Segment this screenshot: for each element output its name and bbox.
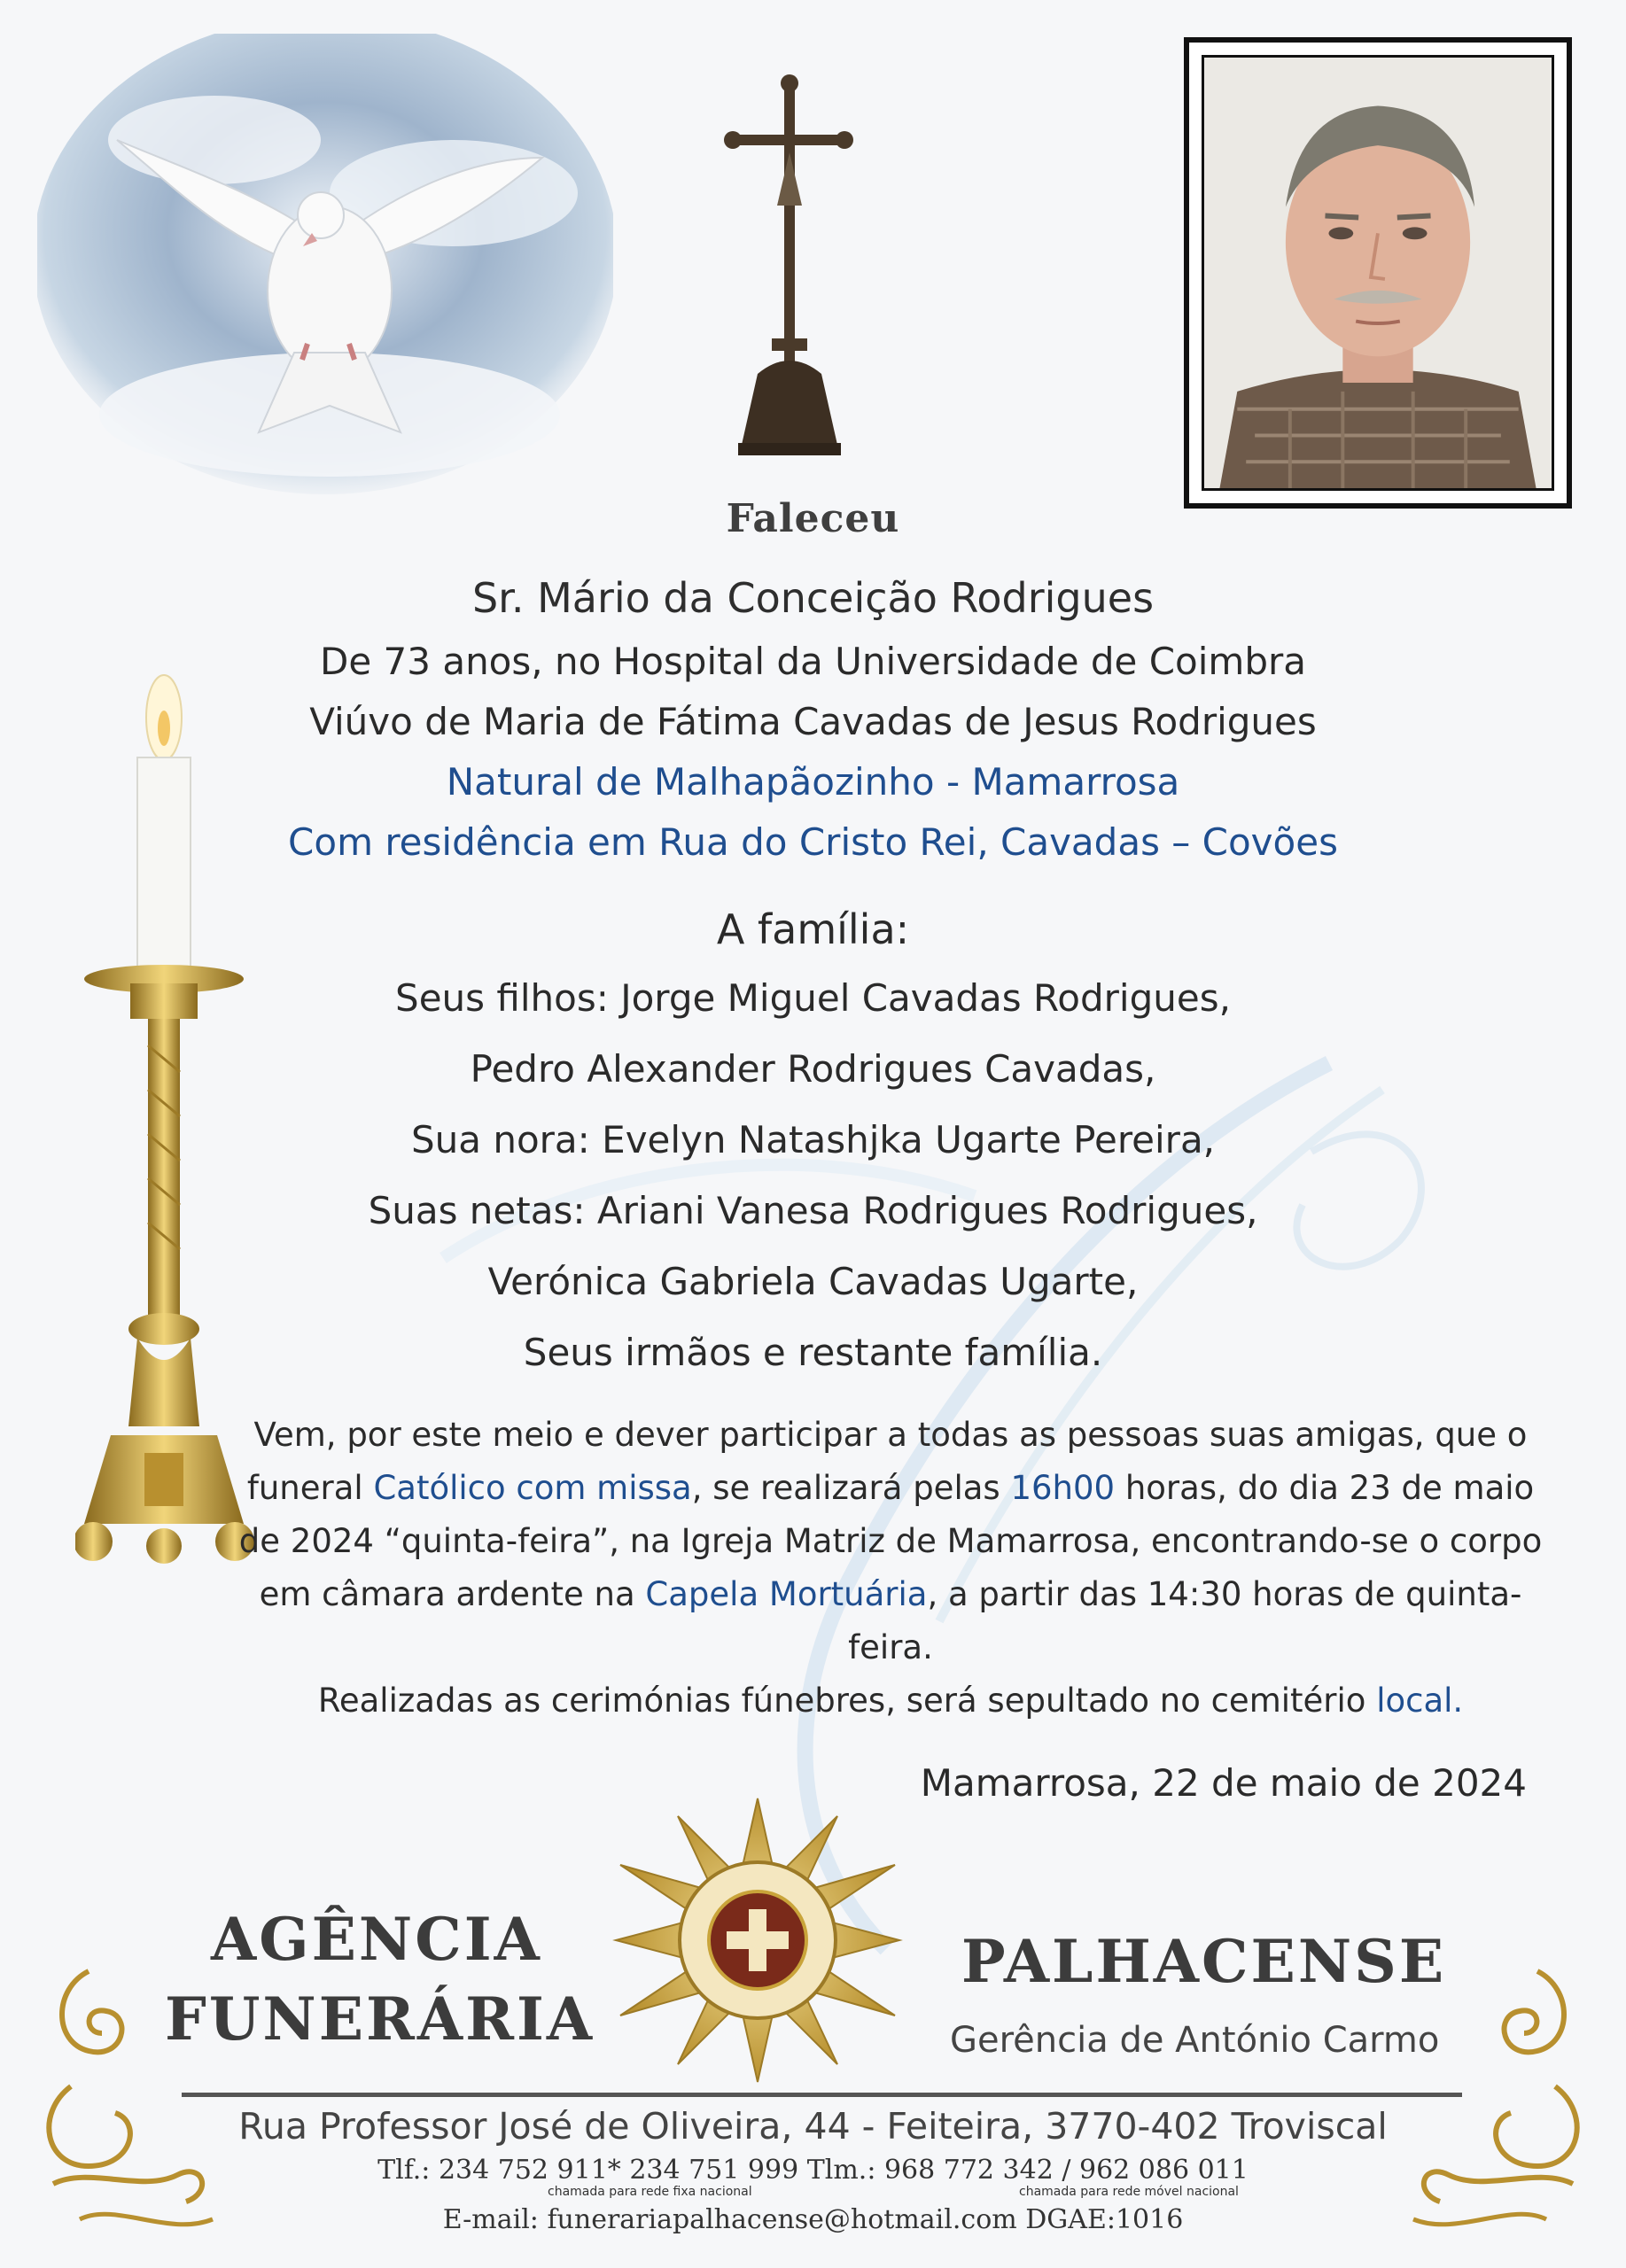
paragraph-highlight: Católico com missa xyxy=(373,1469,692,1507)
scroll-ornament-icon xyxy=(35,1962,230,2255)
footer-divider xyxy=(182,2093,1462,2097)
family-line: Pedro Alexander Rodrigues Cavadas, xyxy=(470,1047,1156,1091)
paragraph-text: Realizadas as cerimónias fúnebres, será sepultado no cemitério xyxy=(317,1682,1377,1720)
deceased-name: Sr. Mário da Conceição Rodrigues xyxy=(471,574,1155,622)
family-line: Verónica Gabriela Cavadas Ugarte, xyxy=(487,1260,1139,1303)
paragraph-text: , se realizará pelas xyxy=(691,1469,1011,1507)
family-line: Seus irmãos e restante família. xyxy=(523,1331,1103,1374)
footer-email: E-mail: funerariapalhacense@hotmail.com DGAE:1016 xyxy=(442,2204,1184,2235)
native-line: Natural de Malhapãozinho - Mamarrosa xyxy=(446,760,1180,804)
footer-brand: PALHACENSE xyxy=(961,1927,1447,1996)
crucifix-icon xyxy=(722,73,855,462)
footer-note-mobile: chamada para rede móvel nacional xyxy=(1019,2185,1239,2199)
heading-faleceu: Faleceu xyxy=(726,496,900,541)
family-line: Seus filhos: Jorge Miguel Cavadas Rodrigues, xyxy=(395,976,1231,1020)
residence-line: Com residência em Rua do Cristo Rei, Cavadas – Covões xyxy=(288,820,1338,864)
family-heading: A família: xyxy=(716,905,910,953)
family-line: Sua nora: Evelyn Natashjka Ugarte Pereira, xyxy=(410,1118,1216,1161)
portrait-photo xyxy=(1202,55,1554,491)
widower-line: Viúvo de Maria de Fátima Cavadas de Jesus Rodrigues xyxy=(309,700,1317,743)
footer-agencia: AGÊNCIA xyxy=(211,1905,542,1974)
portrait-frame xyxy=(1184,37,1572,509)
scroll-ornament-icon xyxy=(1360,1962,1591,2255)
footer-manager: Gerência de António Carmo xyxy=(950,2020,1440,2061)
footer-address: Rua Professor José de Oliveira, 44 - Feiteira, 3770-402 Troviscal xyxy=(238,2105,1388,2148)
paragraph-highlight: Capela Mortuária xyxy=(645,1575,928,1613)
paragraph-highlight: local. xyxy=(1376,1682,1464,1720)
footer-funeraria: FUNERÁRIA xyxy=(165,1984,595,2054)
paragraph-highlight: 16h00 xyxy=(1010,1469,1116,1507)
paragraph-text: horas, do dia 23 de maio de 2024 “quinta-feira”, na Igreja Matriz de Mamarrosa, encontrando-se o corpo em câmara ardente na xyxy=(238,1469,1543,1613)
funeral-paragraph xyxy=(230,1409,1551,1728)
date-line: Mamarrosa, 22 de maio de 2024 xyxy=(920,1761,1527,1805)
footer-note-fixed: chamada para rede fixa nacional xyxy=(548,2185,752,2199)
age-line: De 73 anos, no Hospital da Universidade de Coimbra xyxy=(320,640,1306,683)
paragraph-text: , a partir das 14:30 horas de quinta-feira. xyxy=(848,1575,1522,1666)
cross-emblem-icon xyxy=(611,1794,904,2086)
dove-image xyxy=(37,34,613,494)
family-line: Suas netas: Ariani Vanesa Rodrigues Rodrigues, xyxy=(368,1189,1258,1232)
paragraph-text: Vem, por este meio e dever participar a todas as pessoas suas amigas, que o funeral xyxy=(246,1416,1528,1507)
footer-phones: Tlf.: 234 752 911* 234 751 999 Tlm.: 968 772 342 / 962 086 011 xyxy=(377,2155,1249,2186)
